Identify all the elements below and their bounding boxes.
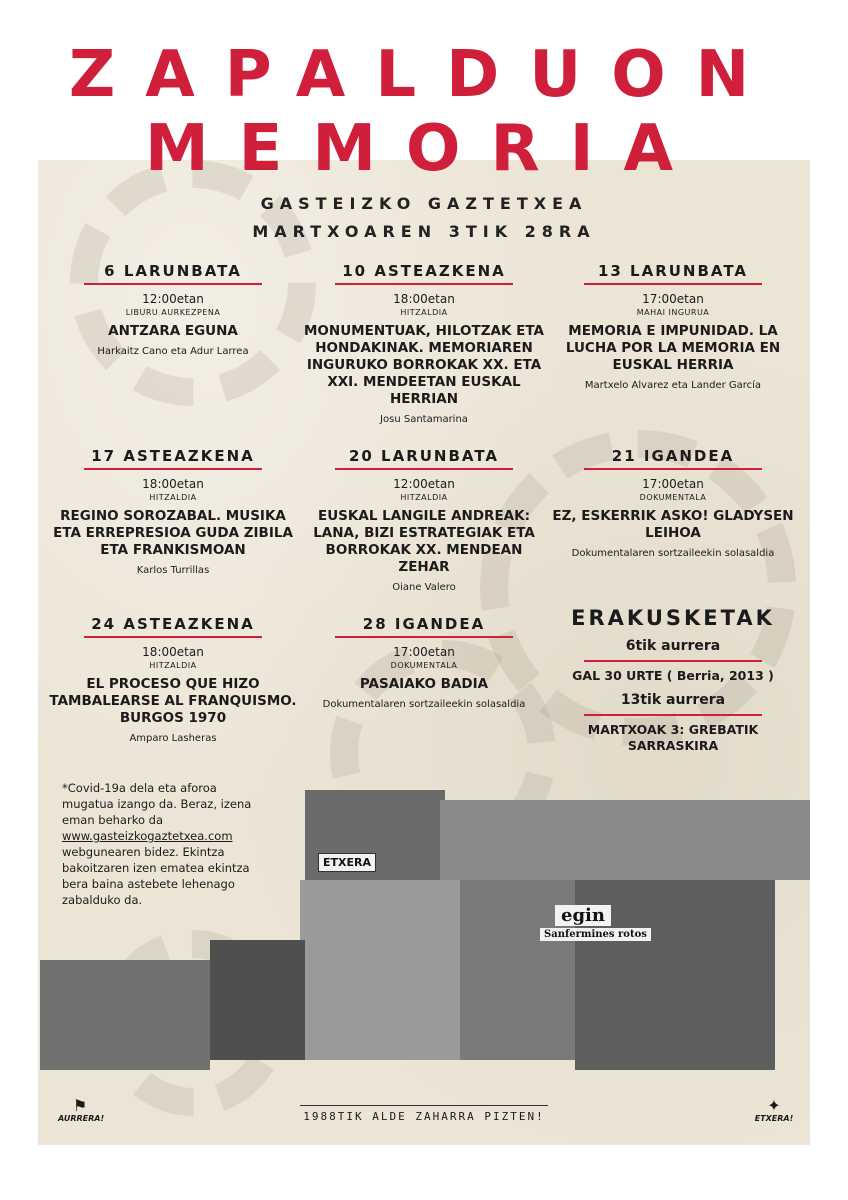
note-text: webgunearen bidez. Ekintza bakoitzaren izen ematea ekintza bera baina astebete lehenago zabalduko da. xyxy=(62,845,250,907)
event-time: 17:00etan xyxy=(642,292,704,306)
red-divider xyxy=(84,283,262,285)
red-divider xyxy=(84,636,262,638)
collage-photo xyxy=(300,880,460,1060)
newspaper-headline: Sanfermines rotos xyxy=(540,928,651,941)
covid-note xyxy=(62,780,267,908)
event-day: 17 ASTEAZKENA xyxy=(91,447,255,465)
event-speakers: Amparo Lasheras xyxy=(129,733,217,744)
event-card xyxy=(548,262,798,391)
event-type: DOKUMENTALA xyxy=(639,493,707,502)
event-title: REGINO SOROZABAL. MUSIKA ETA ERREPRESIOA GUDA ZIBILA ETA FRANKISMOAN xyxy=(53,508,293,558)
exhibition-start: 6tik aurrera xyxy=(625,638,721,654)
exhibition-title: MARTXOAK 3: GREBATIK SARRASKIRA xyxy=(587,722,759,753)
collage-photo xyxy=(210,940,305,1060)
event-title: ANTZARA EGUNA xyxy=(108,323,238,339)
logo-text: ETXERA! xyxy=(754,1114,794,1123)
protest-sign: ETXERA xyxy=(318,853,376,872)
event-day: 6 LARUNBATA xyxy=(104,262,242,280)
footer-rule xyxy=(300,1105,548,1106)
newspaper-masthead: egin xyxy=(555,905,611,926)
website-link[interactable]: www.gasteizkogaztetxea.com xyxy=(62,829,233,843)
footer-slogan: 1988TIK ALDE ZAHARRA PIZTEN! xyxy=(303,1110,545,1123)
note-text: *Covid-19a dela eta aforoa mugatua izango da. Beraz, izena eman beharko da xyxy=(62,781,252,827)
event-title: MONUMENTUAK, HILOTZAK ETA HONDAKINAK. MEMORIAREN INGURUKO BORROKAK XX. ETA XXI. MENDEETAN EUSKAL HERRIAN xyxy=(304,323,544,407)
event-title: MEMORIA E IMPUNIDAD. LA LUCHA POR LA MEMORIA EN EUSKAL HERRIA xyxy=(565,323,781,373)
red-divider xyxy=(584,714,762,716)
event-type: LIBURU AURKEZPENA xyxy=(125,308,221,317)
flag-icon: ⚑ xyxy=(72,1096,88,1115)
event-day: 24 ASTEAZKENA xyxy=(91,615,255,633)
event-time: 17:00etan xyxy=(642,477,704,491)
event-title: EUSKAL LANGILE ANDREAK: LANA, BIZI ESTRATEGIAK ETA BORROKAK XX. MENDEAN ZEHAR xyxy=(313,508,535,575)
event-type: HITZALDIA xyxy=(400,308,448,317)
event-speakers: Josu Santamarina xyxy=(380,414,468,425)
poster-title-line2: MEMORIA xyxy=(144,112,704,186)
event-day: 13 LARUNBATA xyxy=(597,262,749,280)
event-title: EL PROCESO QUE HIZO TAMBALEARSE AL FRANQUISMO. BURGOS 1970 xyxy=(49,676,297,726)
event-speakers: Martxelo Alvarez eta Lander García xyxy=(584,380,762,391)
exhibitions-heading: ERAKUSKETAK xyxy=(571,606,775,630)
event-card xyxy=(299,615,549,710)
event-card xyxy=(299,262,549,425)
event-time: 12:00etan xyxy=(393,477,455,491)
event-speakers: Dokumentalaren sortzaileekin solasaldia xyxy=(571,548,775,559)
aurrera-logo xyxy=(58,1096,105,1123)
bird-icon: ✦ xyxy=(767,1096,781,1115)
collage-photo xyxy=(40,960,210,1070)
venue: GASTEIZKO GAZTETXEA xyxy=(260,194,588,213)
event-time: 18:00etan xyxy=(393,292,455,306)
event-card xyxy=(48,262,298,357)
event-speakers: Karlos Turrillas xyxy=(136,565,210,576)
event-time: 12:00etan xyxy=(142,292,204,306)
event-type: MAHAI INGURUA xyxy=(636,308,710,317)
dates: MARTXOAREN 3TIK 28RA xyxy=(252,222,596,241)
exhibition-start: 13tik aurrera xyxy=(620,692,726,708)
event-day: 20 LARUNBATA xyxy=(348,447,500,465)
etxera-logo xyxy=(752,1098,796,1123)
poster-title-line1: ZAPALDUON xyxy=(68,38,780,112)
event-day: 28 IGANDEA xyxy=(362,615,486,633)
event-day: 10 ASTEAZKENA xyxy=(342,262,506,280)
event-speakers: Dokumentalaren sortzaileekin solasaldia xyxy=(322,699,526,710)
event-time: 18:00etan xyxy=(142,477,204,491)
event-type: DOKUMENTALA xyxy=(390,661,458,670)
red-divider xyxy=(584,283,762,285)
event-title: EZ, ESKERRIK ASKO! GLADYSEN LEIHOA xyxy=(552,508,794,541)
event-title: PASAIAKO BADIA xyxy=(359,676,489,692)
red-divider xyxy=(584,468,762,470)
exhibitions-section xyxy=(548,606,798,754)
event-card xyxy=(548,447,798,559)
collage-photo xyxy=(440,800,810,880)
red-divider xyxy=(584,660,762,662)
red-divider xyxy=(335,283,513,285)
event-time: 17:00etan xyxy=(393,645,455,659)
event-speakers: Harkaitz Cano eta Adur Larrea xyxy=(97,346,249,357)
event-time: 18:00etan xyxy=(142,645,204,659)
event-day: 21 IGANDEA xyxy=(611,447,735,465)
red-divider xyxy=(84,468,262,470)
red-divider xyxy=(335,468,513,470)
event-card xyxy=(299,447,549,593)
event-type: HITZALDIA xyxy=(149,493,197,502)
event-card xyxy=(48,615,298,744)
event-speakers: Oiane Valero xyxy=(392,582,456,593)
exhibition-title: GAL 30 URTE ( Berria, 2013 ) xyxy=(572,668,774,683)
event-type: HITZALDIA xyxy=(400,493,448,502)
red-divider xyxy=(335,636,513,638)
event-card xyxy=(48,447,298,576)
event-type: HITZALDIA xyxy=(149,661,197,670)
logo-text: AURRERA! xyxy=(58,1114,105,1123)
